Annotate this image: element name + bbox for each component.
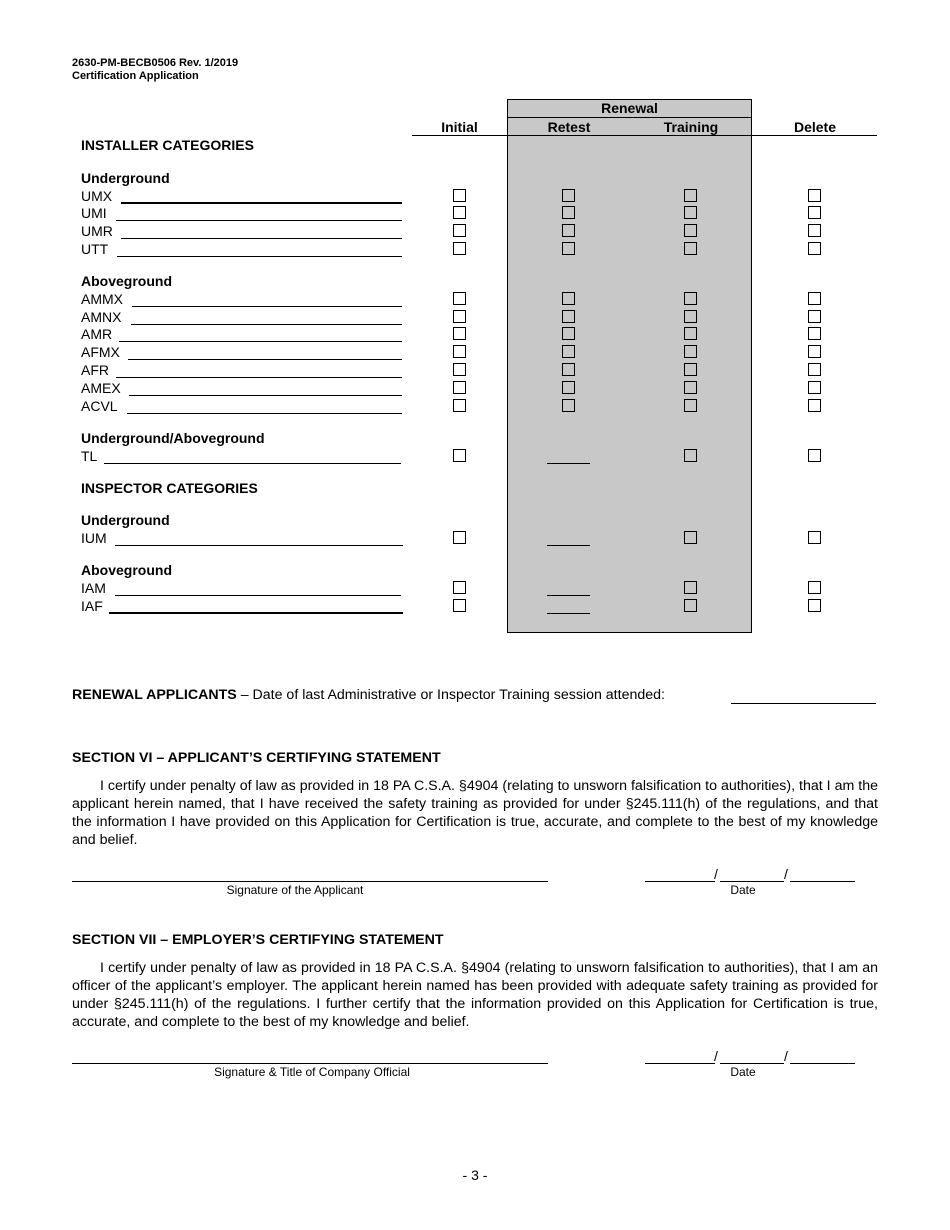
row-afmx	[81, 344, 120, 361]
official-date-label: Date	[730, 1065, 756, 1079]
training-checkbox[interactable]	[684, 224, 697, 237]
initial-checkbox[interactable]	[453, 531, 466, 544]
delete-checkbox[interactable]	[808, 310, 821, 323]
retest-not-applicable-line	[547, 595, 590, 596]
applicant-date-label: Date	[730, 883, 756, 897]
initial-checkbox[interactable]	[453, 292, 466, 305]
code-label: IUM	[81, 530, 107, 546]
retest-checkbox[interactable]	[562, 345, 575, 358]
training-checkbox[interactable]	[684, 310, 697, 323]
code-label: AFMX	[81, 344, 120, 360]
applicant-date-year[interactable]	[790, 881, 855, 882]
umr-line[interactable]	[121, 238, 402, 239]
section7-body: I certify under penalty of law as provided in 18 PA C.S.A. §4904 (relating to unsworn falsification to authorities), that I am an officer of the applicant’s employer. The applicant herein named has been provided with adequate safety training as provided for under §245.111(h) of the regulations. I further certify that the information provided on this Application for Certification is true, accurate, and complete to the best of my knowledge and belief.	[72, 960, 878, 1030]
official-date-year[interactable]	[790, 1063, 855, 1064]
training-checkbox[interactable]	[684, 399, 697, 412]
initial-checkbox[interactable]	[453, 599, 466, 612]
applicant-signature-label: Signature of the Applicant	[226, 883, 364, 897]
code-label: TL	[81, 448, 98, 464]
training-checkbox[interactable]	[684, 581, 697, 594]
date-sep: /	[714, 1048, 718, 1064]
training-checkbox[interactable]	[684, 381, 697, 394]
tl-line[interactable]	[104, 463, 401, 464]
renewal-applicants-line	[72, 687, 665, 703]
initial-checkbox[interactable]	[453, 189, 466, 202]
retest-checkbox[interactable]	[562, 189, 575, 202]
row-amnx	[81, 309, 121, 326]
code-label: UMI	[81, 205, 107, 221]
row-afr	[81, 362, 109, 379]
amnx-line[interactable]	[131, 324, 402, 325]
row-amex	[81, 380, 121, 397]
amex-line[interactable]	[129, 395, 402, 396]
installer-categories-title: INSTALLER CATEGORIES	[81, 137, 254, 153]
renewal-header: Renewal	[601, 100, 658, 116]
initial-checkbox[interactable]	[453, 206, 466, 219]
retest-not-applicable-line	[547, 545, 590, 546]
code-label: AFR	[81, 362, 109, 378]
row-amr	[81, 326, 112, 343]
form-id: 2630-PM-BECB0506 Rev. 1/2019	[72, 57, 239, 69]
row-iam	[81, 580, 106, 597]
official-date-day[interactable]	[720, 1063, 784, 1064]
delete-checkbox[interactable]	[808, 581, 821, 594]
installer-aboveground-title: Aboveground	[81, 273, 172, 289]
renewal-column-block	[507, 99, 752, 633]
delete-checkbox[interactable]	[808, 292, 821, 305]
row-ium	[81, 530, 107, 547]
date-sep: /	[714, 866, 718, 882]
training-checkbox[interactable]	[684, 531, 697, 544]
renewal-applicants-text: – Date of last Administrative or Inspector Training session attended:	[236, 687, 665, 703]
applicant-signature-line[interactable]	[72, 881, 548, 882]
training-checkbox[interactable]	[684, 292, 697, 305]
section6-body: I certify under penalty of law as provided in 18 PA C.S.A. §4904 (relating to unsworn falsification to authorities), that I am the applicant herein named, that I have received the safety training as provided for under §245.111(h) of the regulations, and that the information I have provided on this Application for Certification is true, accurate, and complete to the best of my knowledge and belief.	[72, 778, 878, 848]
retest-checkbox[interactable]	[562, 206, 575, 219]
code-label: ACVL	[81, 398, 118, 414]
delete-checkbox[interactable]	[808, 399, 821, 412]
retest-checkbox[interactable]	[562, 327, 575, 340]
inspector-underground-title: Underground	[81, 512, 170, 528]
delete-checkbox[interactable]	[808, 449, 821, 462]
initial-checkbox[interactable]	[453, 327, 466, 340]
ammx-line[interactable]	[132, 306, 402, 307]
delete-header-rule	[752, 135, 877, 136]
code-label: IAM	[81, 580, 106, 596]
retest-not-applicable-line	[547, 463, 590, 464]
renewal-applicants-label: RENEWAL APPLICANTS	[72, 687, 237, 703]
training-checkbox[interactable]	[684, 189, 697, 202]
delete-checkbox[interactable]	[808, 189, 821, 202]
umi-line[interactable]	[116, 220, 402, 221]
umx-line[interactable]	[121, 202, 402, 204]
initial-checkbox[interactable]	[453, 242, 466, 255]
iam-line[interactable]	[115, 595, 401, 596]
initial-checkbox[interactable]	[453, 449, 466, 462]
retest-not-applicable-line	[547, 613, 590, 614]
training-checkbox[interactable]	[684, 206, 697, 219]
row-tl	[81, 448, 97, 465]
row-umi	[81, 205, 107, 222]
applicant-date-day[interactable]	[720, 881, 784, 882]
amr-line[interactable]	[119, 341, 402, 342]
delete-checkbox[interactable]	[808, 345, 821, 358]
initial-checkbox[interactable]	[453, 345, 466, 358]
initial-checkbox[interactable]	[453, 224, 466, 237]
code-label: AMR	[81, 326, 113, 342]
delete-checkbox[interactable]	[808, 531, 821, 544]
initial-checkbox[interactable]	[453, 310, 466, 323]
page-number: - 3 -	[462, 1167, 488, 1183]
official-date-month[interactable]	[645, 1063, 715, 1064]
code-label: IAF	[81, 598, 103, 614]
initial-checkbox[interactable]	[453, 399, 466, 412]
code-label: UTT	[81, 241, 109, 257]
row-utt	[81, 241, 108, 258]
training-checkbox[interactable]	[684, 345, 697, 358]
form-title: Certification Application	[72, 70, 199, 82]
delete-header: Delete	[793, 119, 837, 135]
training-header: Training	[663, 119, 719, 135]
retest-checkbox[interactable]	[562, 399, 575, 412]
inspector-categories-title: INSPECTOR CATEGORIES	[81, 480, 258, 496]
retest-checkbox[interactable]	[562, 292, 575, 305]
initial-checkbox[interactable]	[453, 363, 466, 376]
afr-line[interactable]	[116, 377, 402, 378]
retest-checkbox[interactable]	[562, 363, 575, 376]
initial-checkbox[interactable]	[453, 381, 466, 394]
row-ammx	[81, 291, 123, 308]
code-label: UMR	[81, 223, 113, 239]
initial-header: Initial	[441, 119, 478, 135]
installer-under-above-title: Underground/Aboveground	[81, 430, 265, 446]
training-checkbox[interactable]	[684, 242, 697, 255]
delete-checkbox[interactable]	[808, 224, 821, 237]
training-checkbox[interactable]	[684, 327, 697, 340]
delete-checkbox[interactable]	[808, 242, 821, 255]
retest-checkbox[interactable]	[562, 310, 575, 323]
retest-checkbox[interactable]	[562, 381, 575, 394]
renewal-header-divider	[507, 117, 752, 118]
training-checkbox[interactable]	[684, 363, 697, 376]
initial-checkbox[interactable]	[453, 581, 466, 594]
section7-title: SECTION VII – EMPLOYER’S CERTIFYING STATEMENT	[72, 932, 444, 948]
code-label: AMMX	[81, 291, 123, 307]
official-signature-label: Signature & Title of Company Official	[214, 1065, 410, 1079]
renewal-header-rule	[507, 135, 752, 136]
training-checkbox[interactable]	[684, 599, 697, 612]
code-label: AMNX	[81, 309, 122, 325]
acvl-line[interactable]	[127, 413, 402, 414]
row-umr	[81, 223, 113, 240]
code-label: AMEX	[81, 380, 121, 396]
row-iaf	[81, 598, 103, 615]
row-umx	[81, 188, 112, 205]
afmx-line[interactable]	[128, 359, 402, 360]
date-sep: /	[784, 866, 788, 882]
initial-header-rule	[412, 135, 507, 136]
delete-checkbox[interactable]	[808, 599, 821, 612]
retest-checkbox[interactable]	[562, 224, 575, 237]
code-label: UMX	[81, 188, 113, 204]
delete-checkbox[interactable]	[808, 327, 821, 340]
retest-checkbox[interactable]	[562, 242, 575, 255]
ium-line[interactable]	[115, 545, 403, 546]
date-sep: /	[784, 1048, 788, 1064]
renewal-date-line[interactable]	[731, 703, 876, 704]
utt-line[interactable]	[117, 256, 402, 257]
iaf-line[interactable]	[109, 612, 403, 614]
section6-title: SECTION VI – APPLICANT’S CERTIFYING STATEMENT	[72, 750, 441, 766]
applicant-date-month[interactable]	[645, 881, 715, 882]
delete-checkbox[interactable]	[808, 381, 821, 394]
training-checkbox[interactable]	[684, 449, 697, 462]
installer-underground-title: Underground	[81, 170, 170, 186]
official-signature-line[interactable]	[72, 1063, 548, 1064]
row-acvl	[81, 398, 118, 415]
inspector-aboveground-title: Aboveground	[81, 562, 172, 578]
delete-checkbox[interactable]	[808, 363, 821, 376]
delete-checkbox[interactable]	[808, 206, 821, 219]
retest-header: Retest	[547, 119, 591, 135]
